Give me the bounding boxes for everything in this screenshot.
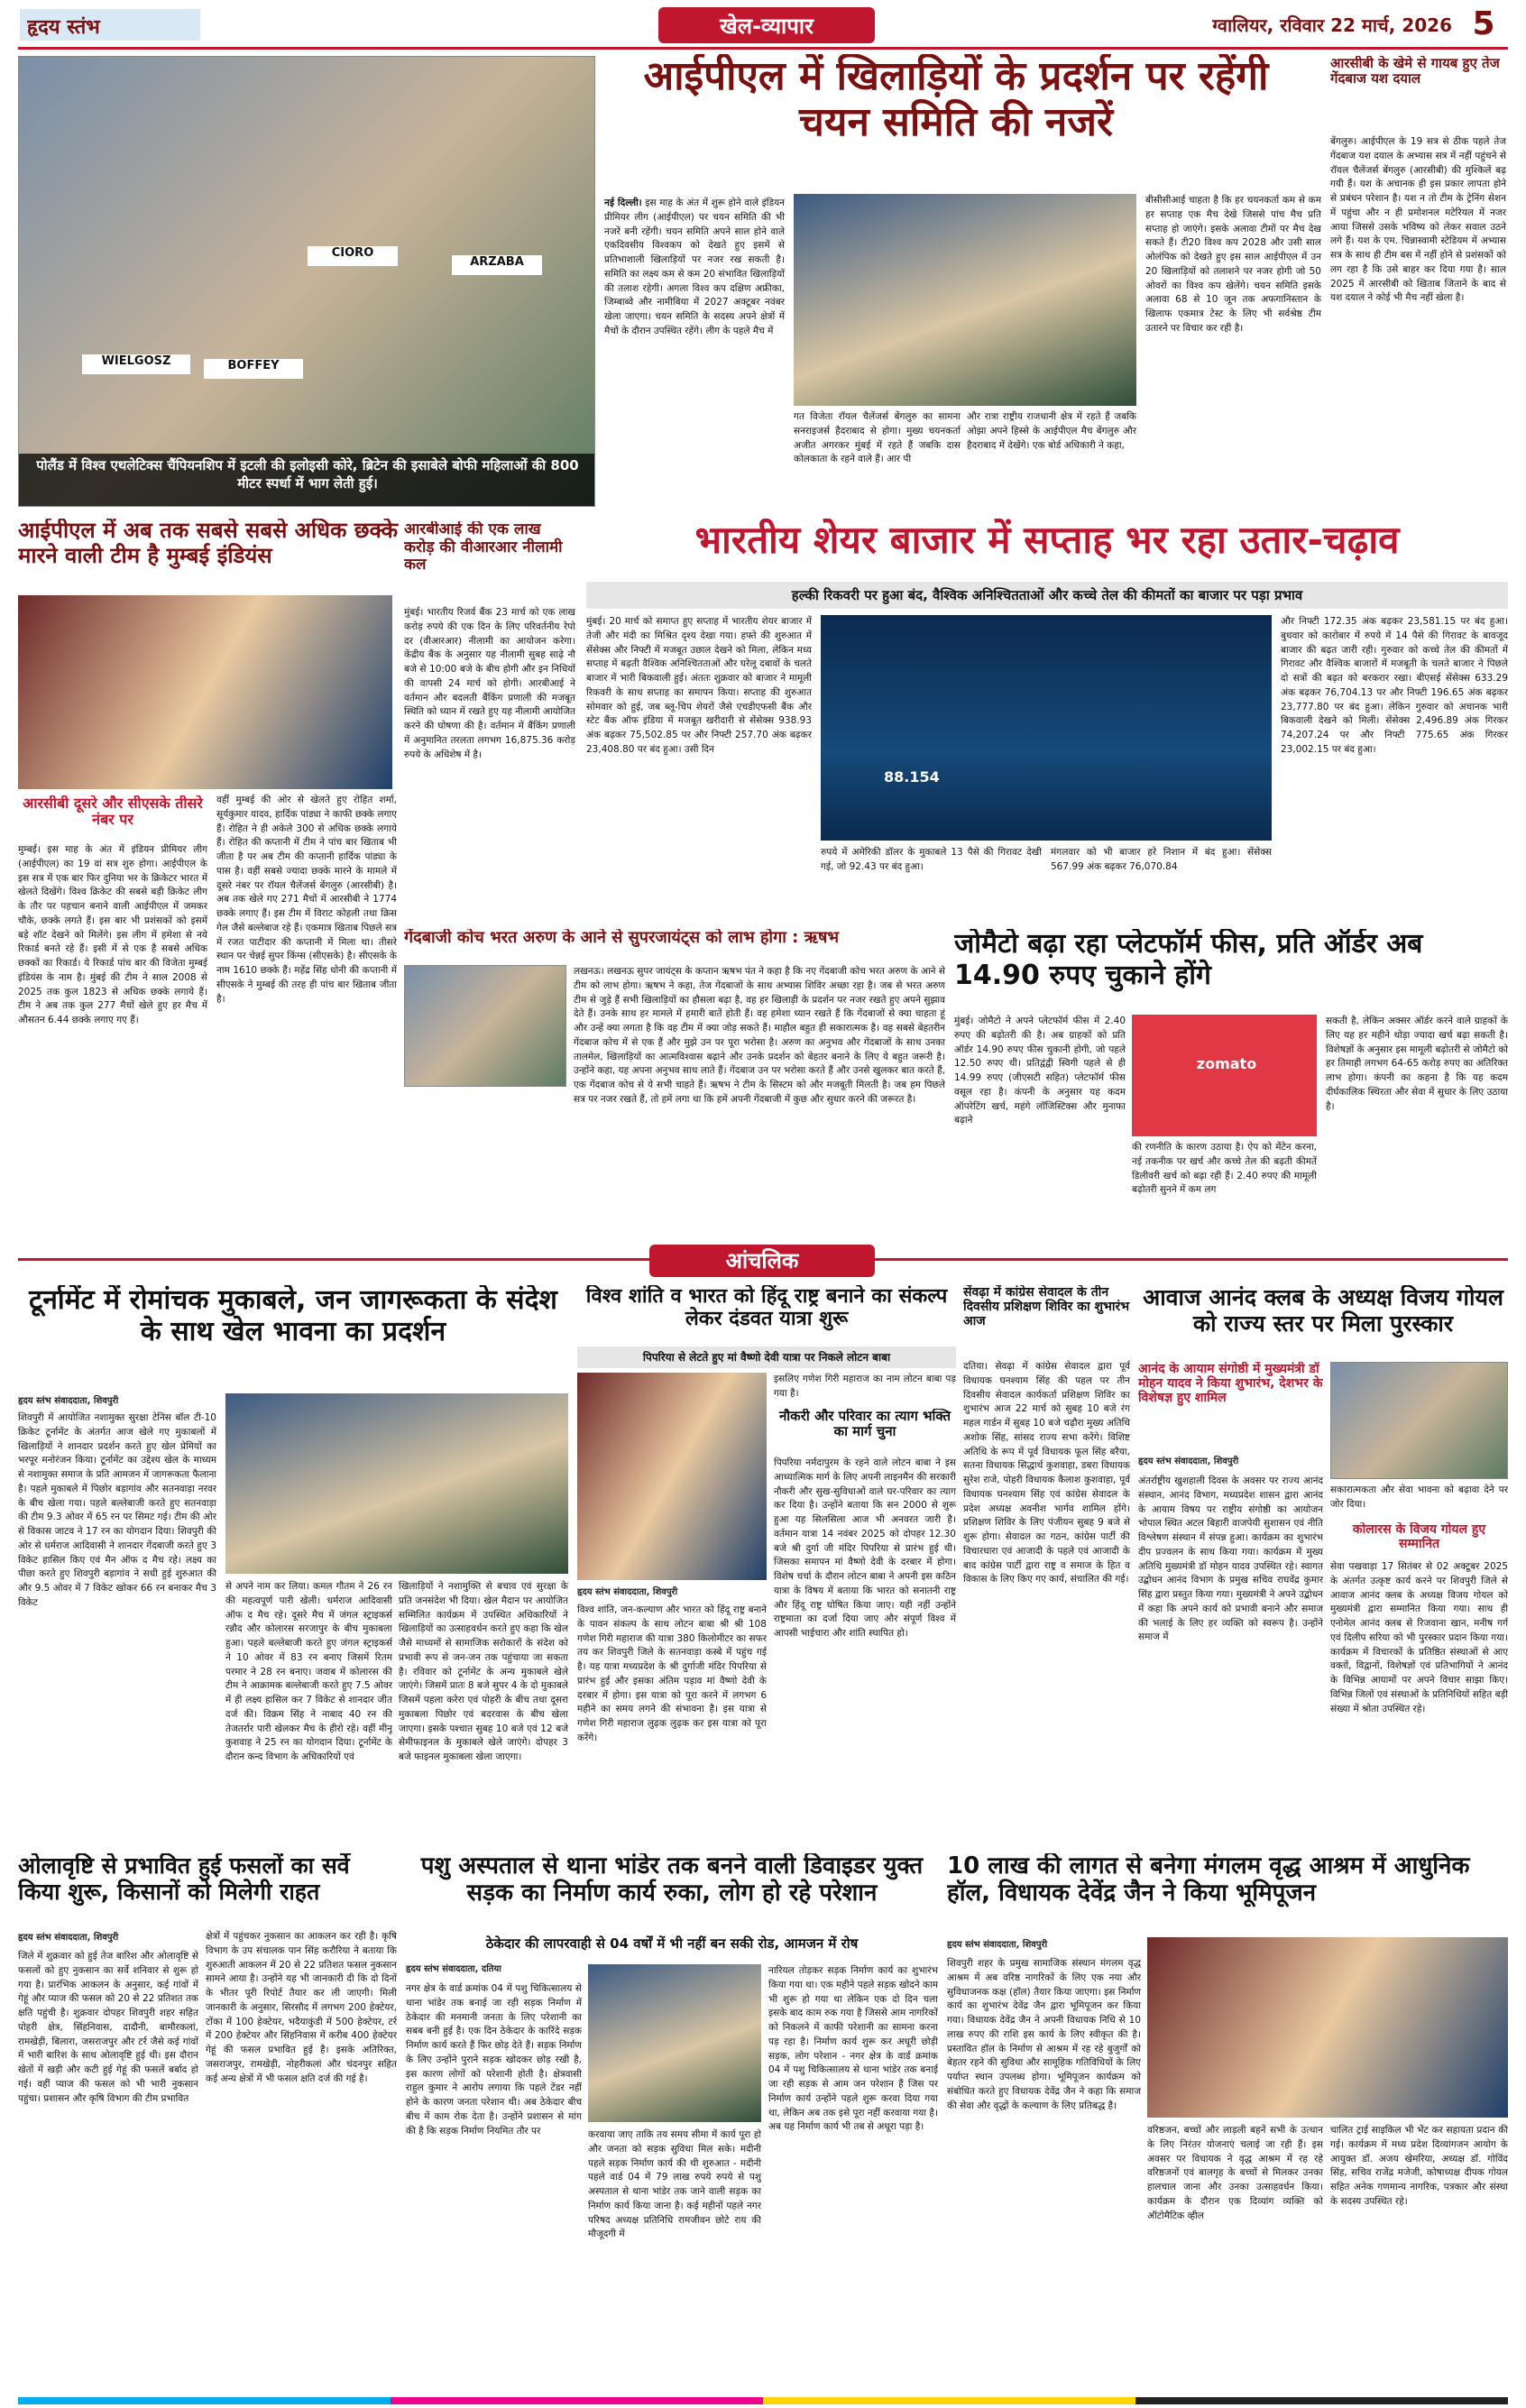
tournament-photo: [225, 1393, 568, 1574]
tournament-byline: हृदय स्तंभ संवाददाता, शिवपुरी: [18, 1396, 119, 1406]
crops-col-2: क्षेत्रों में पहुंचकर नुकसान का आकलन कर रही है। कृषि विभाग के उप संचालक पान सिंह करौरिया ने बताया कि शुरुआती आकलन में 20 से 22 प्रतिशत फसल नुकसान सामने आया है। उन्होंने यह भी जानकारी दी कि दो दिनों के भीतर पूरी रिपोर्ट तैयार कर ली जाएगी। मिली जानकारी के अनुसार, सिरसौद में लगभग 200 हेक्टेयर, टोंका में 100 हेक्टेयर, भदैयाकुंडी में 500 हेक्टेयर, टर्र में 200 हेक्टेयर और सिंहनिवास में करीब 400 हेक्टेयर गेहूं की फसल प्रभावित हुई है। इसके अतिरिक्त, जसराजपुर, रामखेड़ी, नोहरीकलां और चंदनपुर सहित कई अन्य क्षेत्रों में भी फसल क्षति दर्ज की गई है।: [206, 1931, 397, 2084]
ashram-col-2: वरिष्ठजन, बच्चों और लाड़ली बहनें सभी के उत्थान के लिए निरंतर योजनाएं चलाई जा रही हैं। इस अवसर पर विधायक ने वृद्ध आश्रम में रह रहे वरिष्ठजनों एवं बालगृह के बच्चों से मिलकर उनका हालचाल जाना और उनका उत्साहवर्धन किया। कार्यक्रम के दौरान एक दिव्यांग व्यक्ति को ऑटोमैटिक व्हील: [1147, 2125, 1323, 2221]
ipl-col-4: बीसीसीआई चाहता है कि हर चयनकर्ता कम से कम हर सप्ताह एक मैच देखे जिससे पांच मैच प्रति सप्ताह हो जाएंगे। इसके अलावा टीमों पर मैच देख सकते हैं। टी20 विश्व कप 2028 और उसी साल ओलंपिक को देखते हुए इस साल आईपीएल में उन 20 खिलाड़ियों को तलाशने पर नजर होगी जो 50 ओवरों का विश्व कप खेलेंगे। चयन समिति इसके अलावा 68 से 10 जून तक अफगानिस्तान के खिलाफ एकमात्र टेस्ट के लिए भी सर्वश्रेष्ठ टीम उतारने पर विचार कर रही है।: [1145, 195, 1321, 334]
award-col-2: सेवा पखवाड़ा 17 सितंबर से 02 अक्टूबर 2025 के अंतर्गत उत्कृष्ट कार्य करने पर शिवपुरी जिले से आवाज आनंद क्लब के अध्यक्ष विजय गोयल को मुख्यमंत्री द्वारा सम्मानित किया गया। साथ ही एनोमेल आनंद क्लब से रिजवाना खान, मनीष गर्ग एवं दिलीप सरिया को भी पुरस्कार प्रदान किया गया। कार्यक्रम में विचारकों के प्रतिष्ठित संस्थाओं से आए वक्तों, विद्वानों, विशेषज्ञों एवं प्रतिभागियों ने आनंद के विभिन्न आयामों पर अपने विचार साझा किए। विभिन्न जिलों एवं संस्थाओं के प्रतिनिधियों सहित बड़ी संख्या में श्रोता उपस्थित रहे।: [1330, 1561, 1508, 1714]
yatra-side-text: इसलिए गणेश गिरी महाराज का नाम लोटन बाबा पड़ गया है।: [774, 1374, 956, 1399]
yatra-subhead: पिपरिया से लेटते हुए मां वैष्णो देवी यात्रा पर निकले लोटन बाबा: [642, 1351, 891, 1364]
rbi-headline: आरबीआई की एक लाख करोड़ की वीआरआर नीलामी कल: [404, 521, 563, 574]
ipl-col-3: और रात्रा राष्ट्रीय राजधानी क्षेत्र में रहते हैं जबकि ओझा अपने हिस्से के आईपीएल मैच बेंगलुरु और हैदराबाद में देखेंगे। एक बोर्ड अधिकारी ने कहा,: [967, 411, 1136, 451]
yatra-col-2: पिपरिया नर्मदापुरम के रहने वाले लोटन बाबा ने इस आध्यात्मिक मार्ग के लिए अपनी लाइनमैन की सरकारी नौकरी और सुख-सुविधाओं वाले घर-परिवार का त्याग कर दिया है। उन्होंने बताया कि सन 2000 से शुरू हुआ यह सिलसिला आज भी अनवरत जारी है। वर्तमान यात्रा 14 नवंबर 2025 को दोपहर 12.30 बजे श्री दुर्गा जी मंदिर पिपरिया से प्रारंभ हुई थी। जिसका समापन मां वैष्णो देवी के दरबार में होगा। विशेष चर्चा के दौरान लोटन बाबा ने अपनी इस कठिन यात्रा के विषय में बताया कि भारत को सनातनी राष्ट्र और हिंदू राष्ट्र घोषित किया जाए। यही नहीं उन्होंने राष्ट्रमाता का दर्जा दिया जाए और संपूर्ण विश्व में आपसी भाईचारा और शांति स्थापित हो।: [774, 1457, 956, 1639]
award-byline: हृदय स्तंभ संवाददाता, शिवपुरी: [1138, 1457, 1239, 1466]
market-chart-image: [821, 615, 1272, 841]
masthead-text: हृदय स्तंभ: [27, 16, 100, 39]
header-rule: [18, 47, 1508, 50]
ashram-col-3: चालित ट्राई साइकिल भी भेंट कर सहायता प्रदान की गई। कार्यक्रम में मध्य प्रदेश दिव्यांगजन आयोग के आयुक्त डॉ. अजय खेमरिया, अध्यक्ष डॉ. गोविंद सिंह, सचिव राजेंद्र मजेजी, कोषाध्यक्ष दीपक गोयल सहित अनेक गणमान्य नागरिक, पत्रकार और संस्था के सदस्य उपस्थित रहे।: [1330, 2125, 1508, 2207]
tournament-col-3: खिलाड़ियों ने नशामुक्ति से बचाव एवं सुरक्षा के प्रति जनसंदेश भी दिया। खेल मैदान पर आयोजित सम्मिलित कार्यक्रम में उपस्थित अधिकारियों ने खिलाड़ियों का उत्साहवर्धन करते हुए कहा कि खेल जैसे माध्यमों से सामाजिक सरोकारों के संदेश को प्रभावी रूप से जन-जन तक पहुंचाया जा सकता है। रविवार को टूर्नामेंट के अन्य मुकाबले खेले जाएंगे। जिसमें प्रातः 8 बजे सुपर 4 के दो मुकाबले जिसमें पहला करेरा एवं पोहरी के बीच तथा दूसरा मुकाबला पिछोर एवं बदरवास के बीच खेला जाएगा। इसके पश्चात सुबह 10 बजे एवं 12 बजे सेमीफाइनल के मुकाबले खेले जाएंगे। दोपहर 3 बजे फाइनल मुकाबला खेला जाएगा।: [399, 1581, 568, 1762]
congress-headline: सेंवढ़ा में कांग्रेस सेवादल के तीन दिवसीय प्रशिक्षण शिविर का शुभारंभ आज: [963, 1285, 1130, 1329]
ipl-headline: आईपीएल में खिलाड़ियों के प्रदर्शन पर रहेंगी चयन समिति की नजरें: [643, 54, 1269, 145]
ipl-text: इस माह के अंत में शुरू होने वाले इंडियन प्रीमियर लीग (आईपीएल) पर चयन समिति की भी नजरें बनी रहेंगी। चयन समिति अपने साल होने वाले एकदिवसीय विश्वकप को देखते हुए इसमें से प्रतिभाशाली खिलाड़ियों पर नजर रख सकती है। समिति का लक्ष्य कम से कम 20 संभावित खिलाड़ियों की तलाश रहेगी। अगला विश्व कप दक्षिण अफ्रीका, जिम्बाब्वे और नामीबिया में 2027 अक्टूबर नवंबर खेला जाएगा। चयन समिति के सदस्य अपने क्षेत्रों में मैचों के दौरान उपस्थित रहेंगे। लीग के पहले मैच में: [604, 198, 785, 336]
market-subhead: हल्की रिकवरी पर हुआ बंद, वैश्विक अनिश्चितताओं और कच्चे तेल की कीमतों का बाजार पर पड़ा प्रभाव: [791, 587, 1303, 603]
ipl-col-1: [604, 197, 785, 503]
ashram-col-1: शिवपुरी शहर के प्रमुख सामाजिक संस्थान मंगलम वृद्ध आश्रम में अब वरिष्ठ नागरिकों के लिए एक नया और सुविधाजनक कक्ष (हॉल) तैयार किया जाएगा। इस निर्माण कार्य का शुभारंभ देवेंद्र जैन द्वारा भूमिपूजन कर किया गया। विधायक देवेंद्र जैन ने अपनी विधायक निधि से 10 लाख रुपए की राशि इस कार्य के लिए स्वीकृत की है। प्रस्तावित हॉल के निर्माण से आश्रम में रह रहे बुजुर्गों को बेहतर रहने की सुविधा और सामूहिक गतिविधियों के लिए पर्याप्त स्थान उपलब्ध होगा। भूमिपूजन कार्यक्रम को संबोधित करते हुए विधायक देवेंद्र जैन ने कहा कि समाज की सेवा और वृद्धों के कल्याण के लिए प्रतिबद्ध है।: [947, 1958, 1141, 2111]
award-headline: आवाज आनंद क्लब के अध्यक्ष विजय गोयल को राज्य स्तर पर मिला पुरस्कार: [1143, 1285, 1503, 1337]
road-col-3: नारियल तोड़कर सड़क निर्माण कार्य का शुभारंभ किया गया था। एक महीने पहले सड़क खोदने काम भी शुरू हो गया था लेकिन एक दो दिन चला इसके बाद काम रुक गया है जिससे आम नागरिकों को निकलने में काफी परेशानी का सामना करना पड़ रहा है। निर्माण कार्य शुरू कर अधूरी छोड़ी सड़क, लोग परेशान - नगर क्षेत्र के वार्ड क्रमांक 04 में पशु चिकित्सालय से थाना भांडेर तक बनाई जा रही सड़क से आम जन परेशान हैं जिस पर निर्माण कार्य उन्होंने पहले शुरू करवा दिया गया था, लेकिन अब तक इसे पूरा नहीं करवाया गया है। अब यह निर्माण कार्य भी तब से अधूरा पड़ा है।: [768, 1965, 938, 2133]
runner-bib: CIORO: [308, 246, 398, 266]
page-header: [0, 0, 1526, 50]
runner-bib: WIELGOSZ: [82, 354, 190, 374]
ipl-col-2: गत विजेता रॉयल चैलेंजर्स बेंगलुरु का सामना सनराइजर्स हैदराबाद से होगा। मुख्य चयनकर्ता अजीत अगरकर मुंबई में रहते हैं जबकि दास कोलकाता के रहने वाले हैं। आर पी: [794, 411, 961, 465]
award-col-1: अंतर्राष्ट्रीय खुशहाली दिवस के अवसर पर राज्य आनंद संस्थान, आनंद विभाग, मध्यप्रदेश शासन द्वारा आनंद के आयाम विषय पर राष्ट्रीय संगोष्ठी का आयोजन भोपाल स्थित अटल बिहारी वाजपेयी सुशासन एवं नीति विश्लेषण संस्थान में संपन्न हुआ। कार्यक्रम का शुभारंभ दीप प्रज्वलन के साथ किया गया। कार्यक्रम में मुख्य अतिथि मुख्यमंत्री डॉ मोहन यादव उपस्थित रहे। स्वागत उद्बोधन आनंद विभाग के प्रमुख सचिव राघवेंद्र कुमार सिंह द्वारा प्रस्तुत किया गया। मुख्यमंत्री ने अपने उद्बोधन में कहा कि अपने कार्य को प्रभावी बनाने और समाज की भलाई के लिए हर व्यक्ति को स्वरूप है। उन्होंने समाज में: [1138, 1475, 1323, 1643]
section2-title: आंचलिक: [649, 1245, 875, 1277]
runner-bib: BOFFEY: [204, 359, 303, 379]
award-photo-caption: आनंद के आयाम संगोष्ठी में मुख्यमंत्री डॉ मोहन यादव ने किया शुभारंभ, देशभर के विशेषज्ञ हुए शामिल: [1138, 1362, 1323, 1406]
yatra-col-1: विश्व शांति, जन-कल्याण और भारत को हिंदू राष्ट्र बनाने के पावन संकल्प के साथ लोटन बाबा श्री श्री 108 गणेश गिरी महाराज की यात्रा 380 किलोमीटर का सफर तय कर शिवपुरी जिले के सतनवाड़ा कस्बे में पहुंच गई है। यह यात्रा मध्यप्रदेश के श्री दुर्गाजी मंदिर पिपरिया से प्रारंभ हुई और इसका अंतिम पड़ाव मां वैष्णो देवी के दरबार में होगा। इस यात्रा को पूरा करने में लगभग 6 महीने का समय लगने की संभावना है। इस यात्रा से गणेश गिरी महाराज लुढ़क लुढ़क कर इस यात्रा को पूरा करेंगे।: [577, 1604, 767, 1743]
zomato-col-2: की रणनीति के कारण उठाया है। ऐप को मेंटेन करना, नई तकनीक पर खर्च और कच्चे तेल की बढ़ती कीमतें डिलीवरी खर्च को बढ़ा रही हैं। 2.40 रुपए की मामूली बढ़ोतरी सुनने में कम लग: [1132, 1142, 1317, 1196]
market-col-2: और निफ्टी 172.35 अंक बढ़कर 23,581.15 पर बंद हुआ। बुधवार को कारोबार में रुपये में 14 पैसे की गिरावट के बावजूद बाजार की बढ़त जारी रही। गुरुवार को कच्चे तेल की कीमतों में गिरावट और वैश्विक बाजारों में मजबूती के चलते बाजार ने पिछले दो सत्रों की बढ़त को बरकरार रखा। बीएसई सेंसेक्स 633.29 अंक बढ़कर 76,704.13 पर और निफ्टी 196.65 अंक बढ़कर 23,777.80 पर बंद हुआ। लेकिन गुरुवार को अचानक भारी बिकवाली देखने को मिली। सेंसेक्स 2,496.89 अंक गिरकर 74,207.24 पर और निफ्टी 775.65 अंक गिरकर 23,002.15 पर बंद हुआ।: [1281, 616, 1508, 755]
zomato-col-3: सकती है, लेकिन अक्सर ऑर्डर करने वाले ग्राहकों के लिए यह हर महीने थोड़ा ज्यादा खर्च बढ़ा सकती है। विशेषज्ञों के अनुसार इस मामूली बढ़ोतरी से जोमैटो को हर तिमाही लगभग 64-65 करोड़ रुपए का अतिरिक्त लाभ होगा। कंपनी का कहना है कि यह कदम दीर्घकालिक स्थिरता और सेवा में सुधार के लिए उठाया है।: [1326, 1016, 1508, 1112]
athletics-photo: [18, 56, 595, 507]
yatra-side-head: नौकरी और परिवार का त्याग भक्ति का मार्ग चुना: [778, 1409, 951, 1440]
mi-players-photo: [18, 595, 392, 789]
mi-headline: आईपीएल में अब तक सबसे सबसे अधिक छक्के मारने वाली टीम है मुम्बई इंडियंस: [18, 519, 399, 568]
tournament-col-1: शिवपुरी में आयोजित नशामुक्त सुरक्षा टेनिस बॉल टी-10 क्रिकेट टूर्नामेंट के अंतर्गत आज खेले गए मुकाबलों में खिलाड़ियों ने शानदार प्रदर्शन करते हुए खेल प्रेमियों का भरपूर मनोरंजन किया। टूर्नामेंट का उद्देश्य खेल के माध्यम से नशामुक्त समाज के प्रति आमजन में जागरूकता फैलाना है। पहले मुकाबले में पिछोर बड़ागांव और सतनवाड़ा नरवर के बीच खेला गया। पहले बल्लेबाजी करते हुए सतनवाड़ा की टीम 9.3 ओवर में 65 रन पर सिमट गई। टीम की ओर से विकास जाटव ने 17 रन का योगदान दिया। शिवपुरी की ओर से धर्मराज आदिवासी ने शानदार गेंदबाजी करते हुए 3 विकेट हासिल किए एवं मैन ऑफ द मैच रहे। लक्ष्य का पीछा करते हुए शिवपुरी बड़ागांव ने सधी हुई शुरुआत की और 9.5 ओवर में 7 विकेट खोकर 66 रन बनाकर मैच 3 विकेट: [18, 1412, 216, 1608]
rcb-headline: आरसीबी के खेमे से गायब हुए तेज गेंदबाज यश दयाल: [1330, 56, 1500, 87]
mi-subhead: आरसीबी दूसरे और सीएसके तीसरे नंबर पर: [23, 795, 203, 829]
arun-text: लखनऊ। लखनऊ सुपर जायंट्स के कप्तान ऋषभ पंत ने कहा है कि नए गेंदबाजी कोच भरत अरुण के आने से टीम को लाभ होगा। ऋषभ ने कहा, तेज गेंदबाजों के साथ अभ्यास शिविर अच्छा रहा है। जब से भरत अरुण टीम से जुड़े हैं सभी खिलाड़ियों का हौसला बढ़ा है, वह हर खिलाड़ी के प्रदर्शन पर नजर रखते हुए अपने सुझाव देते हैं। उनके साथ हर मामले में हमारी बातें होती हैं। वह हमेशा ध्यान रखते हैं कि गेंदबाजों से क्या चाहता हूं और उन्हें क्या लगता है कि वह टीम में क्या जोड़ सकते हैं। माहौल बहुत ही सकारात्मक है। वह सबसे बेहतरीन गेंदबाज कोच में से एक हैं और मुझे उन पर पूरा भरोसा है। अरुण का अनुभव और गेंदबाजों के साथ उनका तालमेल, खिलाड़ियों का आत्मविश्वास बढ़ाने और उनके प्रदर्शन को बेहतर बनाने के लिए ये बहुत जरूरी है। उन्होंने कहा, यह अपना अनुभव साथ लाते हैं। गेंदबाज उन पर भरोसा करते हैं और उनसे खुलकर बात करते हैं, एक गेंदबाज कोच से ये सभी चाहते हैं। ऋषभ ने टीम के सिस्टम को और मजबूती मिलती है। जब हम पिछले सत्र पर नजर रखते हैं, तो हमें लगा था कि हमें अपनी गेंदबाजी में कुछ और सुधार करने की जरूरत है।: [574, 966, 945, 1105]
ashram-headline: 10 लाख की लागत से बनेगा मंगलम वृद्ध आश्रम में आधुनिक हॉल, विधायक देवेंद्र जैन ने किया भूमिपूजन: [947, 1853, 1470, 1907]
crops-headline: ओलावृष्टि से प्रभावित हुई फसलों का सर्वे किया शुरू, किसानों को मिलेगी राहत: [18, 1853, 350, 1905]
tournament-headline: टूर्नामेंट में रोमांचक मुकाबले, जन जागरूकता के संदेश के साथ खेल भावना का प्रदर्शन: [29, 1285, 557, 1347]
crops-byline: हृदय स्तंभ संवाददाता, शिवपुरी: [18, 1933, 119, 1943]
road-byline: हृदय स्तंभ संवाददाता, दतिया: [406, 1964, 501, 1974]
dateline: ग्वालियर, रविवार 22 मार्च, 2026: [1212, 14, 1452, 36]
rbi-text: मुंबई। भारतीय रिजर्व बैंक 23 मार्च को एक लाख करोड़ रुपये की एक दिन के लिए परिवर्तनीय रेपो दर (वीआरआर) नीलामी का आयोजन करेगा। केंद्रीय बैंक के अनुसार यह नीलामी सुबह साढ़े नौ बजे से 10:00 बजे के बीच होगी और इन निधियों की वापसी 24 मार्च को होगी। आरबीआई ने वर्तमान और बदलती बैंकिंग प्रणाली की मजबूत स्थिति को ध्यान में रखते हुए यह नीलामी आयोजित करने की घोषणा की है। वर्तमान में बैंकिंग प्रणाली में अनुमानित तरलता लगभग 16,875.36 करोड़ रुपये के अधिशेष में है।: [404, 607, 575, 760]
lotan-baba-photo: [577, 1373, 767, 1580]
road-photo: [588, 1964, 761, 2122]
ashram-photo: [1147, 1937, 1508, 2118]
mi-col-2: वहीं मुम्बई की ओर से खेलते हुए रोहित शर्मा, सूर्यकुमार यादव, हार्दिक पांड्या ने काफी छक्के लगाए हैं। रोहित ने ही अकेले 300 से अधिक छक्के लगाये हैं। रोहित की कप्तानी में टीम ने पांच बार खिताब भी जीता है पर अब टीम की कप्तानी हार्दिक पांड्या के पास है। वहीं सबसे ज्यादा छक्के मारने के मामले में दूसरे नंबर पर रॉयल चैलेंजर्स बेंगलुरु (आरसीबी) है। अब तक खेले गए 271 मैचों में आरसीबी ने 1774 छक्के लगाए हैं। इस टीम में विराट कोहली तथा क्रिस गेल जैसे बल्लेबाज रहे हैं। एकमात्र खिताब पिछले सत्र में रजत पाटीदार की कप्तानी में मिला था। तीसरे स्थान पर चेन्नई सुपर किंग्स (सीएसके) है। सीएसके के नाम 1610 छक्के हैं। महेंद्र सिंह धोनी की कप्तानी में सीएसके ने मुम्बई की तरह ही पांच बार खिताब जीता है।: [216, 795, 397, 1005]
yatra-byline: हृदय स्तंभ संवाददाता, शिवपुरी: [577, 1587, 678, 1597]
market-chart-caption-left: रुपये में अमेरिकी डॉलर के मुकाबले 13 पैसे की गिरावट देखी गई, जो 92.43 पर बंद हुआ।: [821, 847, 1042, 872]
award-photo: [1330, 1362, 1508, 1479]
road-col-2: करवाया जाए ताकि तय समय सीमा में कार्य पूरा हो और जनता को सड़क सुविधा मिल सके। मदीनी पहले सड़क निर्माण कार्य की थी शुरुआत - मदीनी पहले वार्ड 04 में 79 लाख रुपये रुपये से पशु अस्पताल से थाना भांडेर तक जाने वाली सड़क का निर्माण कार्य किया जाना है। कई महीनों पहले नगर परिषद अध्यक्ष प्रतिनिधि रामजीवन छोटे राय की मौजूदगी में: [588, 2129, 761, 2240]
market-chart-caption-right: मंगलवार को भी बाजार हरे निशान में बंद हुआ। सेंसेक्स 567.99 अंक बढ़कर 76,070.84: [1051, 847, 1272, 872]
zomato-headline: जोमैटो बढ़ा रहा प्लेटफॉर्म फीस, प्रति ऑर्डर अब 14.90 रुपए चुकाने होंगे: [954, 929, 1423, 991]
zomato-col-1: मुंबई। जोमैटो ने अपने प्लेटफॉर्म फीस में 2.40 रुपए की बढ़ोतरी की है। अब ग्राहकों को प्रति ऑर्डर 14.90 रुपए फीस चुकानी होगी, जो पहले 12.50 रुपए थी। प्रतिद्वंद्वी स्विगी पहले से ही 14.99 रुपए (जीएसटी सहित) प्लेटफॉर्म फीस वसूल रहा है। कंपनी के अनुसार यह कदम ऑपरेटिंग खर्च, महंगे लॉजिस्टिक्स और मुनाफा बढ़ाने: [954, 1016, 1126, 1126]
ipl-dateline: नई दिल्ली।: [604, 198, 642, 208]
registration-strip: [18, 2397, 1508, 2404]
ashram-byline: हृदय स्तंभ संवाददाता, शिवपुरी: [947, 1940, 1048, 1950]
crops-col-1: जिले में शुक्रवार को हुई तेज बारिश और ओलावृष्टि से फसलों को हुए नुकसान का सर्वे शनिवार से शुरू हो गया है। प्रारंभिक आकलन के अनुसार, कई गांवों में गेहूं और प्याज की फसल को 20 से 22 प्रतिशत तक क्षति पहुंची है। शुक्रवार दोपहर शिवपुरी शहर सहित पोहरी क्षेत्र, सिंहनिवास, दादौनी, बामौरकलां, रामखेड़ी, बिलारा, जसराजपुर और टर्र जैसे कई गांवों में भारी बारिश के साथ ओलावृष्टि हुई थी। इस दौरान खेतों में खड़ी और कटी हुई गेहूं की फसलें बर्बाद हो गई। वहीं प्याज की फसल को भी भारी नुकसान पहुंचा। प्रशासन और कृषि विभाग की टीम प्रभावित: [18, 1951, 198, 2104]
mi-col-1: मुम्बई। इस माह के अंत में इंडियन प्रीमियर लीग (आईपीएल) का 19 वां सत्र शुरु होगा। आईपीएल के इस सत्र में एक बार फिर दुनिया भर के क्रिकेटर भारत में खेलते दिखेंगे। विश्व क्रिकेट की सबसे बड़ी क्रिकेट लीग के तौर पर पहचान बनाने वाली आईपीएल में जमकर चौके, छक्के लगते हैं। इस बार भी प्रशंसकों को इसमें बड़े शॉट देखने को मिलेंगे। इस लीग में हमेशा से नये रिकार्ड बनते रहे हैं। इसी में से एक है सबसे अधिक छक्कों का रिकार्ड। ये रिकार्ड पांच बार की विजेता मुम्बई इंडियंस के नाम है। मुंबई की टीम ने साल 2008 से 2025 तक कुल 1823 से अधिक छक्के लगाये हैं। टीम ने अब तक कुल 277 मैचों खेले हुए हर मैच में औसतन 6.44 छक्के लगाए गए हैं।: [18, 844, 207, 1025]
congress-text: दतिया। सेवढ़ा में कांग्रेस सेवादल द्वारा पूर्व विधायक घनश्याम सिंह की पहल पर तीन दिवसीय सेवादल कार्यकर्ता प्रशिक्षण शिविर का शुभारंभ आज 22 मार्च को सुबह 10 बजे रंग महल गार्डन में सुबह 10 बजे चढ़ौरा मुख्य अतिथि अशोक सिंह, सांसद राज्य सभा करेंगे। विशिष्ट अतिथि के रूप में पूर्व विधायक फूल सिंह बरैया, सतना विधायक सिद्धार्थ कुशवाहा, डबरा विधायक सुरेश राजे, पोहरी विधायक कैलाश कुशवाहा, पूर्व विधायक घनश्याम सिंह एवं कांग्रेस सेवादल के प्रदेश अध्यक्ष अवनीश भार्गव शामिल होंगे। प्रशिक्षण शिविर के लिए पंजीयन सुबह 9 बजे से शुरू होगा। सेवादल का गठन, कांग्रेस पार्टी की विचारधारा एवं आजादी के पहले एवं आजादी के बाद कांग्रेस पार्टी द्वारा राष्ट्र व समाज के हित व विकास के लिए किए गए कार्य, संचालित की गई।: [963, 1361, 1130, 1585]
rcb-text: बेंगलुरु। आईपीएल के 19 सत्र से ठीक पहले तेज गेंदबाज यश दयाल के अभ्यास सत्र में नहीं पहुंचने से रॉयल चैलेंजर्स बेंगलुरु (आरसीबी) की मुश्किलें बढ़ गयी हैं। यश के अचानक ही इस प्रकार लापता होने से प्रबंधन परेशान है। यश न तो टीम के ट्रेनिंग सेशन में पहुंचा और न ही प्रमोशनल मटेरियल में नजर आया जिससे उसके भविष्य को लेकर सवाल उठने लगे हैं। यश के एम. चिन्नास्वामी स्टेडियम में अभ्यास सत्र के साथ ही टीम बस में नहीं होने से प्रशंसकों को लग रहा है कि उसे बाहर कर दिया गया है। साल 2025 में आरसीबी को खिताब जिताने के बाद से यश दयाल ने कोई भी मैच नहीं खेला है।: [1330, 136, 1506, 304]
arun-headline: गेंदबाजी कोच भरत अरुण के आने से सुपरजायंट्स को लाभ होगा : ऋषभ: [404, 929, 840, 947]
section-title: खेल-व्यापार: [720, 14, 814, 39]
photo-caption: पोलैंड में विश्व एथलेटिक्स चैंपियनशिप में इटली की इलोइसी कोरे, ब्रिटेन की इसाबेले बोफी महिलाओं की 800 मीटर स्पर्धा में भाग लेती हुई।: [19, 454, 595, 507]
zomato-photo: [1132, 1015, 1317, 1136]
runner-bib: ARZABA: [452, 255, 542, 275]
award-col2-head: कोलारस के विजय गोयल हुए सम्मानित: [1352, 1522, 1486, 1552]
rishabh-photo: [404, 965, 566, 1087]
tournament-col-2: से अपने नाम कर लिया। कमल गौतम ने 26 रन की महत्वपूर्ण पारी खेली। धर्मराज आदिवासी ऑफ द मैच रहे। दूसरे मैच में जंगल स्ट्राइकर्स रन्नौद और कोलारस सरजापुर के बीच मुकाबला हुआ। पहले बल्लेबाजी करते हुए जंगल स्ट्राइकर्स ने 10 ओवर में 83 रन बनाए जिसमें रितम परमार ने 28 रन बनाए। जवाब में कोलारस की टीम ने आक्रामक बल्लेबाजी करते हुए 7.5 ओवर में ही लक्ष्य हासिल कर 7 विकेट से शानदार जीत दर्ज की। विक्रम सिंह ने नाबाद 40 रन की तेजतर्रार पारी खेलकर मैच के हीरो रहे। वहीं मीनू कुशवाह ने 25 रन का योगदान दिया। टूर्नामेंट के दौरान कन्द विभाग के अधिकारियों एवं: [225, 1581, 392, 1762]
road-subhead: ठेकेदार की लापरवाही से 04 वर्षों में भी नहीं बन सकी रोड, आमजन में रोष: [485, 1935, 859, 1952]
chart-value-label: 88.154: [884, 768, 940, 786]
market-col-1: मुंबई। 20 मार्च को समाप्त हुए सप्ताह में भारतीय शेयर बाजार में तेजी और मंदी का मिश्रित दृश्य देखा गया। हफ्ते की शुरुआत में सेंसेक्स और निफ्टी में मजबूत उछाल देखने को मिला, लेकिन मध्य सप्ताह में बढ़ती वैश्विक अनिश्चितताओं और घरेलू दबावों के चलते बाजार में भारी बिकवाली हुई। अंततः शुक्रवार को बाजार ने मामूली रिकवरी के साथ सप्ताह का समापन किया। सप्ताह की शुरुआत सोमवार को हुई, जब ब्लू-चिप शेयरों जैसे एचडीएफसी बैंक और स्टेट बैंक ऑफ इंडिया में मजबूत खरीदारी से सेंसेक्स 938.93 अंक बढ़कर 75,502.85 पर और निफ्टी 257.70 अंक बढ़कर 23,408.80 पर बंद हुआ। उसी दिन: [586, 616, 812, 755]
page-number: 5: [1472, 5, 1495, 42]
road-headline: पशु अस्पताल से थाना भांडेर तक बनने वाली डिवाइडर युक्त सड़क का निर्माण कार्य रुका, लोग हो रहे परेशान: [420, 1853, 924, 1907]
ipl-meeting-photo: [794, 194, 1136, 406]
zomato-logo: zomato: [1196, 1055, 1257, 1072]
market-headline: भारतीय शेयर बाजार में सप्ताह भर रहा उतार-चढ़ाव: [694, 519, 1400, 562]
award-col2-top: सकारात्मकता और सेवा भावना को बढ़ावा देने पर जोर दिया।: [1330, 1484, 1508, 1510]
road-col-1: नगर क्षेत्र के वार्ड क्रमांक 04 में पशु चिकित्सालय से थाना भांडेर तक बनाई जा रही सड़क निर्माण में ठेकेदार की मनमानी जनता के लिए परेशानी का सबब बनी हुई है। एक दिन ठेकेदार के कारिंदे सड़क निर्माण कार्य करते हैं फिर छोड़ देते हैं। सड़क निर्माण के लिए उन्होंने पुराने सड़क खोदकर छोड़ रखी है, इस कारण लोगों को परेशानी होती है। क्षेत्रवासी राहुल कुमार ने आरोप लगाया कि पहले टेंडर नहीं होने के कारण जनता परेशान थी। अब ठेकेदार बीच बीच में काम रोक देता है। उन्होंने प्रशासन से मांग की है कि सड़क निर्माण नियमित तौर पर: [406, 1983, 582, 2137]
yatra-headline: विश्व शांति व भारत को हिंदू राष्ट्र बनाने का संकल्प लेकर दंडवत यात्रा शुरू: [585, 1285, 948, 1331]
